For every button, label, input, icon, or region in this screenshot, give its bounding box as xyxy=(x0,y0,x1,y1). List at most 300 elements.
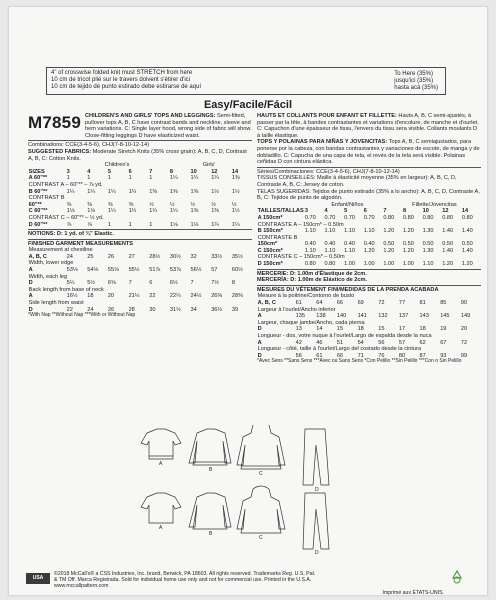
cell: 135 xyxy=(295,313,305,320)
to-here-es: hasta acá (35%) xyxy=(394,84,438,91)
pattern-number: M7859 xyxy=(28,113,81,132)
cell: 1.20 xyxy=(403,247,414,254)
table-row xyxy=(28,169,252,176)
cell: 143 xyxy=(419,313,429,320)
cell: 90 xyxy=(460,300,468,307)
header-enfant: Enfant/Niños xyxy=(331,201,364,208)
header-fillette: Fillette/Jovencitas xyxy=(412,201,457,208)
cell: 1.40 xyxy=(461,228,473,235)
cell: 1.10 xyxy=(304,247,316,254)
cell: 57 xyxy=(398,339,406,346)
cell: ½ xyxy=(190,201,196,208)
cell: 12 xyxy=(442,208,449,215)
cell: 1.00 xyxy=(344,261,356,268)
cell: 132 xyxy=(378,313,388,320)
table-row xyxy=(28,222,252,229)
row-label: A xyxy=(257,313,262,320)
cell: 0.50 xyxy=(403,241,414,248)
copyright-line-2: & TM Off. Marca Registrada. Sold for individual home use only and not for commercial use. Printed in the U.S.A. xyxy=(54,577,312,584)
cell: 24½ xyxy=(190,293,202,300)
telas: TELAS SUGERIDAS: Tejidos de punto estirado (35% a lo ancho): A, B, C, D, Contraste A, B, C: Tejidos de punto de algodón. xyxy=(257,188,480,202)
table-row xyxy=(257,320,481,327)
cell: 17 xyxy=(398,326,406,333)
cell: 1 xyxy=(128,175,132,182)
cell: 61 xyxy=(295,300,302,307)
cell: 20 xyxy=(460,326,468,333)
cell: 18 xyxy=(87,293,94,300)
label-d1: D xyxy=(315,487,319,493)
cell: 87 xyxy=(419,352,426,359)
cell: 1.10 xyxy=(304,228,316,235)
table-row xyxy=(257,248,481,255)
label-a2: A xyxy=(159,525,163,531)
cell: 1¼ xyxy=(128,208,137,215)
cell: 0.70 xyxy=(344,214,356,221)
combinations: Combinations: CCE(3-4-5-6), CHJ(7-8-10-12-14) xyxy=(28,142,149,149)
stretch-text-es: 10 cm de tejido de punto estirado debe estirarse de aquí xyxy=(51,83,202,90)
stretch-to-here xyxy=(394,71,438,92)
table-row xyxy=(28,254,252,261)
stretch-text-fr: 10 cm de tricot plié sur le travers doivent s'étirer d'ici xyxy=(51,76,191,83)
cell: 1⅛ xyxy=(66,208,75,215)
cell: 0.50 xyxy=(461,241,473,248)
cell: 8 xyxy=(169,168,173,175)
right-title: HAUTS ET COLLANTS POUR ENFANT ET FILLETTE: xyxy=(257,113,397,119)
cell: 5 xyxy=(344,208,348,215)
table-row xyxy=(28,175,252,182)
cell: 1.20 xyxy=(383,247,395,254)
cell: 7½ xyxy=(211,280,219,287)
website-link[interactable]: www.mccallpattern.com xyxy=(54,583,109,590)
table-row xyxy=(257,254,481,261)
row-label: D 150cm* xyxy=(257,261,283,268)
cell: 0.50 xyxy=(383,241,395,248)
cell: 0.70 xyxy=(363,214,375,221)
to-here-en: To Here (35%) xyxy=(394,71,433,77)
cell: 57 xyxy=(211,267,218,274)
cell: 1.40 xyxy=(461,247,473,254)
label-c1: C xyxy=(259,471,263,477)
cell: 1.10 xyxy=(324,228,336,235)
nap-note: *With Nap **Without Nap ***With or Without Nap xyxy=(28,312,136,319)
printed-in: Imprimé aux ÉTATS-UNIS. xyxy=(382,589,444,596)
cell: 24 xyxy=(66,253,73,260)
cell: 0.70 xyxy=(304,214,316,221)
cell: 26⅜ xyxy=(211,293,223,300)
usa-flag-badge: USA xyxy=(26,573,50,584)
cell: 77 xyxy=(398,300,406,307)
cell: 1.10 xyxy=(344,247,356,254)
drawing-a-back xyxy=(141,493,181,523)
cell: 1½ xyxy=(231,188,240,195)
cell: 6 xyxy=(363,208,367,215)
cell: 1.00 xyxy=(383,261,395,268)
table-row xyxy=(257,208,481,215)
cell: 12 xyxy=(211,168,218,175)
cell: 24 xyxy=(87,306,94,313)
cell: 1 xyxy=(66,175,70,182)
cell: 1 xyxy=(87,175,91,182)
table-row xyxy=(28,189,252,196)
cell: 53⅞ xyxy=(169,267,181,274)
table-row xyxy=(257,241,481,248)
cell: 62 xyxy=(419,339,426,346)
label-d2: D xyxy=(315,550,319,555)
row-label: C 150cm* xyxy=(257,247,283,254)
cell: 30½ xyxy=(169,253,181,260)
cell: 55⅛ xyxy=(107,267,119,274)
cell: 1.20 xyxy=(442,261,454,268)
cell: 28⅜ xyxy=(231,293,243,300)
row-label: B 60"** xyxy=(28,188,48,195)
cell: 15 xyxy=(378,326,385,333)
cell: 1.10 xyxy=(344,228,356,235)
table-row xyxy=(28,293,252,300)
cell: 0.80 xyxy=(422,214,434,221)
cell: 71 xyxy=(357,352,364,359)
notions: NOTIONS: D: 1 yd. of ¾" Elastic. xyxy=(28,231,114,238)
cell: 36½ xyxy=(211,306,223,313)
row-label: 60"** xyxy=(28,201,42,208)
cell: 8 xyxy=(403,208,407,215)
row-label: Width, lower edge xyxy=(28,260,74,267)
measurements-table xyxy=(28,247,252,313)
cell: 28½ xyxy=(149,253,161,260)
cell: 0.40 xyxy=(363,241,375,248)
cell: 0.80 xyxy=(403,214,414,221)
table-row xyxy=(257,340,481,347)
cell: 18 xyxy=(357,326,364,333)
table-row xyxy=(257,261,481,268)
cell: 0.40 xyxy=(304,241,316,248)
right-title-es: TOPS Y POLAINAS PARA NIÑAS Y JOVENCITAS: xyxy=(257,139,388,146)
cell: 5 xyxy=(107,168,112,175)
cell: 5¼ xyxy=(66,280,75,287)
cell: 6 xyxy=(149,280,153,287)
stretch-gauge xyxy=(46,67,446,95)
cell: 1.00 xyxy=(403,261,414,268)
mesures-title: MESURES DU VÊTEMENT FINI/MEDIDAS DE LA PRENDA ACABADA xyxy=(257,286,439,293)
table-row xyxy=(257,326,481,333)
table-row xyxy=(28,267,252,274)
cell: 54⅛ xyxy=(87,267,99,274)
drawing-b-back xyxy=(189,493,231,529)
table-row xyxy=(28,195,252,202)
cell: 1.40 xyxy=(442,228,454,235)
cell: ½ xyxy=(149,201,154,208)
table-row xyxy=(28,280,252,287)
row-label: CONTRASTE C – 150cm* – 0.50m xyxy=(257,254,345,261)
cell: 56½ xyxy=(190,267,202,274)
cell: 1.40 xyxy=(442,247,454,254)
cell: ½ xyxy=(231,201,237,208)
cell: 5½ xyxy=(87,280,96,287)
stretch-text-en: 4" of crosswise folded knit must STRETCH from here xyxy=(51,70,193,76)
cell: 0.50 xyxy=(422,241,434,248)
cell: 26 xyxy=(107,306,115,313)
drawing-d-back xyxy=(303,493,329,549)
cell: 10 xyxy=(190,168,197,175)
to-here-fr: jusqu'ici (35%) xyxy=(394,77,434,84)
cell: 33½ xyxy=(211,253,223,260)
row-label: Side length from waist xyxy=(28,300,84,307)
cell: 1 xyxy=(149,221,153,228)
row-label: D xyxy=(257,326,262,333)
cell: 51⅞ xyxy=(149,267,161,274)
cell: 7 xyxy=(149,168,153,175)
cell: 0.40 xyxy=(344,241,356,248)
cell: 140 xyxy=(336,313,347,320)
label-a1: A xyxy=(159,461,163,467)
cell: 0.80 xyxy=(324,261,336,268)
cell: 1¼ xyxy=(231,221,240,228)
cell: 3 xyxy=(304,208,308,215)
drawing-b-front xyxy=(189,429,231,465)
fabrics-label: SUGGESTED FABRICS: xyxy=(28,148,92,155)
table-row xyxy=(257,293,481,300)
row-label: D xyxy=(257,352,262,359)
table-row xyxy=(257,307,481,314)
header-girls: Girls' xyxy=(202,162,216,169)
recycle-icon xyxy=(450,570,464,584)
difficulty-level: Easy/Facile/Fácil xyxy=(203,99,293,111)
cell: 1½ xyxy=(231,208,240,215)
header-children: Children's xyxy=(104,162,130,169)
row-label: A xyxy=(257,339,262,346)
row-label: Longueur - dos, votre nuque à l'ourlet/Largo de espalda desde la nuca xyxy=(257,333,432,339)
cell: 69 xyxy=(357,300,364,307)
cell: 31½ xyxy=(169,306,181,313)
table-row xyxy=(257,346,481,353)
cell: 1¼ xyxy=(211,175,219,182)
cell: 56 xyxy=(378,339,385,346)
cell: 76 xyxy=(378,352,385,359)
cell: 1.10 xyxy=(324,247,336,254)
cell: 60½ xyxy=(231,267,243,274)
cell: 16½ xyxy=(66,293,78,300)
cell: 53⅛ xyxy=(66,267,78,274)
row-label: A xyxy=(28,267,33,274)
cell: 55½ xyxy=(128,267,140,274)
cell: 6 xyxy=(128,168,132,175)
cell: 1⅜ xyxy=(149,188,157,195)
right-desc-es: Tops A, B, C semiajustados, para ponerse por la cabeza, con bandas contrastantes y variaciones de escote, de manga y de dobladillo. C: Capucha de una capa de tela, el revés de la tela será visible. Polainas ceñidas D con cintura elástica. xyxy=(257,139,480,166)
cell: 20 xyxy=(107,293,115,300)
cell: 145 xyxy=(440,313,450,320)
row-label: B 150cm* xyxy=(257,228,283,235)
row-label: Largeur, chaque jambe/Ancho, cada pierna xyxy=(257,319,365,326)
metrage-table xyxy=(257,208,481,267)
cell: 6½ xyxy=(169,280,178,287)
row-label: C 60"** xyxy=(28,208,48,215)
table-row xyxy=(257,222,481,229)
series: Séries/Combinaciones: CCE(3-4-5-6), CHJ(7-8-10-12-14) xyxy=(257,168,400,175)
mercerie: MERCERIE: D: 1.00m d'Élastique de 2cm. xyxy=(257,270,367,277)
cell: 1⅛ xyxy=(87,208,96,215)
yardage-table xyxy=(28,169,252,228)
cell: 14 xyxy=(231,168,239,175)
cell: 26 xyxy=(107,253,115,260)
cell: 15 xyxy=(336,326,344,333)
cell: 4 xyxy=(324,208,328,215)
cell: 1¼ xyxy=(190,175,199,182)
cell: 0.80 xyxy=(383,214,395,221)
left-desc: Semi-fitted, pullover tops A, B, C have contrast bands and neckline, sleeve and hem variations. C: Single layer hood, wrong side of fabric will show. Close-fitting leggings D have elasticized waist. xyxy=(84,113,252,139)
french-spanish-column xyxy=(257,113,481,365)
cell: 6⅝ xyxy=(107,280,116,287)
cell: 3 xyxy=(66,168,70,175)
cell: 67 xyxy=(440,339,447,346)
cell: 14 xyxy=(461,208,469,215)
cell: 1⅜ xyxy=(190,188,199,195)
cell: 64 xyxy=(316,300,323,307)
row-label: 150cm* xyxy=(257,241,278,248)
mesures-table xyxy=(257,293,481,359)
row-label: CONTRAST C – 60"** – ½ yd. xyxy=(28,214,104,221)
cell: 1.30 xyxy=(422,228,434,235)
cell: 1¼ xyxy=(169,175,178,182)
cell: 7 xyxy=(190,280,194,287)
cell: 42 xyxy=(295,339,302,346)
row-label: CONTRASTE B xyxy=(257,234,298,241)
cell: 1.10 xyxy=(422,261,434,268)
label-c2: C xyxy=(259,535,263,541)
cell: 7 xyxy=(128,280,132,287)
cell: 22 xyxy=(149,293,156,300)
cell: 1¼ xyxy=(107,208,116,215)
row-label: Longueur - côté, taille à l'ourlet/Largo del costado desde la cintura xyxy=(257,346,421,353)
cell: 1¼ xyxy=(149,208,157,215)
cell: ⅜ xyxy=(107,201,113,208)
table-row xyxy=(257,235,481,242)
cell: 66 xyxy=(336,300,344,307)
cell: 13 xyxy=(295,326,302,333)
cell: 1⅜ xyxy=(169,188,178,195)
cell: 18 xyxy=(419,326,426,333)
cell: 28 xyxy=(128,306,135,313)
cell: 22¼ xyxy=(169,293,181,300)
row-label: Largeur à l'ourlet/Ancho inferior xyxy=(257,306,336,313)
cell: 1⅜ xyxy=(190,208,199,215)
cell: 0.70 xyxy=(324,214,336,221)
cell: 34 xyxy=(190,306,197,313)
label-b1: B xyxy=(209,467,213,473)
row-label: CONTRAST A – 60"** – ⅞ yd. xyxy=(28,181,103,188)
row-label: Measurement at chestline xyxy=(28,247,93,254)
cell: 1¼ xyxy=(211,221,219,228)
cell: 66 xyxy=(336,352,344,359)
cell: 1.20 xyxy=(461,261,473,268)
cell: 1¼ xyxy=(66,188,75,195)
cell: 93 xyxy=(440,352,447,359)
cell: 25 xyxy=(87,253,94,260)
cell: 1 xyxy=(128,221,132,228)
row-label: CONTRASTE A – 150cm* – 0.50m xyxy=(257,221,344,228)
cell: 7 xyxy=(383,208,387,215)
cell: 19 xyxy=(440,326,447,333)
cell: 0.80 xyxy=(304,261,316,268)
row-label: A 150cm* xyxy=(257,214,283,221)
cell: 8 xyxy=(231,280,235,287)
row-label: A, B, C xyxy=(28,253,47,260)
cell: 4 xyxy=(87,168,91,175)
drawing-d-front xyxy=(303,429,329,485)
table-row xyxy=(257,313,481,320)
table-row xyxy=(257,215,481,222)
table-row xyxy=(257,333,481,340)
cell: 80 xyxy=(398,352,406,359)
cell: 1 xyxy=(107,175,112,182)
cell: 1.00 xyxy=(363,261,375,268)
cell: ½ xyxy=(211,201,216,208)
merceria: MERCERÍA: D: 1.00m de Elástico de 2cm. xyxy=(257,277,368,284)
cell: 21¼ xyxy=(128,293,140,300)
english-column xyxy=(28,113,252,319)
copyright-line-1: ©2018 McCall's® a CSS Industries, Inc. brand, Berwick, PA 18603. All rights reserved. Trademarks Reg. U.S. Pat. xyxy=(54,571,316,577)
cell: ½ xyxy=(169,201,175,208)
technical-drawings xyxy=(135,425,365,555)
row-label: Width, each leg xyxy=(28,273,68,280)
cell: ⅜ xyxy=(128,201,134,208)
cell: 1¼ xyxy=(128,188,137,195)
cell: 149 xyxy=(460,313,471,320)
sens-note: *Avec Sens **Sans Sens ***Avec ou Sans Sens *Con Pelillo **Sin Pelillo ***Con o Sin Pelillo xyxy=(257,358,462,365)
cell: 30 xyxy=(149,306,156,313)
row-label: SIZES xyxy=(28,168,45,175)
row-label: Back length from base of neck xyxy=(28,286,104,293)
cell: 72 xyxy=(378,300,385,307)
cell: 61 xyxy=(316,352,323,359)
cell: 1½ xyxy=(211,188,219,195)
cell: 39 xyxy=(231,306,239,313)
drawing-c-back xyxy=(237,486,285,533)
cell: 56 xyxy=(295,352,302,359)
row-label: D xyxy=(28,280,33,287)
cell: 1.20 xyxy=(403,228,414,235)
fabrics-text: Moderate Stretch Knits (35% cross grain): A, B, C, D, Contrast A, B, C: Cotton Knits. xyxy=(28,148,247,162)
cell: ⅜ xyxy=(87,201,92,208)
tissus: TISSUS CONSEILLÉS: Maille à élasticité moyenne (35% en largeur): A, B, C, D, Contraste A, B, C: Jersey de coton. xyxy=(257,175,457,188)
cell: 0.80 xyxy=(461,214,473,221)
cell: 1¼ xyxy=(87,188,96,195)
table-row xyxy=(28,260,252,267)
cell: 1¼ xyxy=(169,208,178,215)
label-b2: B xyxy=(209,531,213,537)
cell: 54 xyxy=(357,339,364,346)
drawing-a-front xyxy=(141,429,181,459)
row-label: A, B, C xyxy=(257,300,276,307)
cell: 1⅛ xyxy=(169,221,178,228)
table-row xyxy=(257,300,481,307)
cell: 1⅜ xyxy=(211,208,219,215)
row-label: D xyxy=(28,306,33,313)
cell: 1.20 xyxy=(383,228,395,235)
cell: 46 xyxy=(316,339,323,346)
right-desc: Hauts A, B, C semi-ajustés, à passer par la tête, à bandes contrastantes et variations d'encolure, de manche et d'ourlet. C: Capuchon d'une épaisseur de tissu, l'envers du tissu sera visible. Collants moulants D à taille élastique. xyxy=(257,113,479,139)
cell: 141 xyxy=(357,313,367,320)
cell: 27 xyxy=(128,253,135,260)
cell: 35½ xyxy=(231,253,243,260)
cell: 1⅜ xyxy=(231,175,240,182)
cell: 1.10 xyxy=(363,228,375,235)
table-row xyxy=(28,300,252,307)
row-label: TAILLES/TALLAS xyxy=(257,208,304,215)
cell: 32 xyxy=(190,253,197,260)
cell: 1 xyxy=(149,175,153,182)
row-label: CONTRAST B xyxy=(28,195,65,202)
cell: 1⅛ xyxy=(190,221,199,228)
cell: 0.50 xyxy=(442,241,454,248)
